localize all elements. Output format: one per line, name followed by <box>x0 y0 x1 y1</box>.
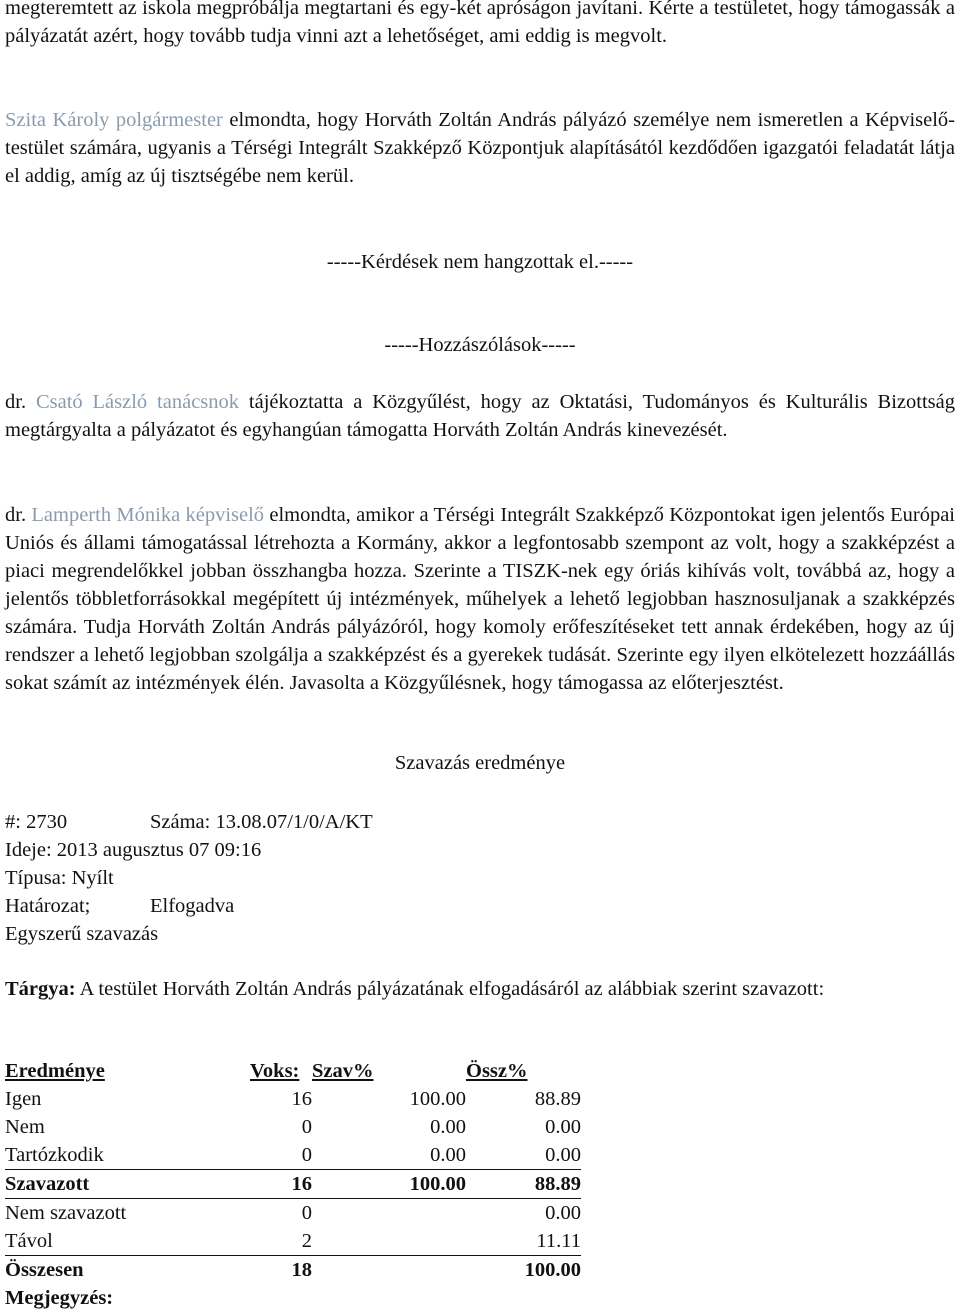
speaker-prefix: dr. <box>5 504 32 526</box>
row-label: Igen <box>5 1088 42 1110</box>
vote-mode: Egyszerű szavazás <box>5 923 159 945</box>
header-total-percent: Össz% <box>466 1060 528 1082</box>
header-vote-percent: Szav% <box>312 1060 374 1082</box>
vote-number: Száma: 13.08.07/1/0/A/KT <box>150 811 373 833</box>
remarks-label: Megjegyzés: <box>5 1287 114 1309</box>
heading-questions: -----Kérdések nem hangzottak el.----- <box>326 251 634 273</box>
paragraph-text: elmondta, hogy Horváth Zoltán András pályázó személye nem ismeretlen a Képviselő-testület számára, ugyanis a Térségi Integrált Szakképző Központjuk alapításától kezdődően igazgatói feladatát látja el addig, amíg az új tisztségébe nem kerül. <box>5 109 956 187</box>
row-votes: 0 <box>301 1116 312 1138</box>
row-vote-percent: 0.00 <box>430 1116 466 1138</box>
subject-label: Tárgya: <box>5 978 76 1000</box>
table-row <box>5 1113 581 1141</box>
table-row <box>5 1141 581 1170</box>
row-votes: 18 <box>291 1259 312 1281</box>
row-vote-percent: 100.00 <box>409 1088 466 1110</box>
header-result: Eredménye <box>5 1060 105 1082</box>
table-row <box>5 1227 581 1256</box>
vote-type: Típusa: Nyílt <box>5 867 114 889</box>
row-total-percent: 0.00 <box>466 1141 581 1170</box>
results-table <box>5 1057 581 1284</box>
heading-comments: -----Hozzászólások----- <box>384 334 576 356</box>
subject-text: A testület Horváth Zoltán András pályázatának elfogadásáról az alábbiak szerint szavazott: <box>75 978 825 1000</box>
row-total-percent: 0.00 <box>545 1116 581 1138</box>
speaker-name: Lamperth Mónika képviselő <box>31 504 265 526</box>
row-vote-percent <box>312 1199 466 1228</box>
row-vote-percent: 0.00 <box>312 1141 466 1170</box>
row-label: Tartózkodik <box>5 1141 250 1170</box>
row-vote-percent <box>312 1227 466 1256</box>
paragraph-mayor <box>5 106 955 190</box>
row-total-percent: 11.11 <box>466 1227 581 1256</box>
paragraph-lamperth <box>5 501 955 697</box>
results-header-row <box>5 1057 581 1085</box>
row-label: Összesen <box>5 1259 84 1281</box>
row-total-percent: 0.00 <box>545 1202 581 1224</box>
decision-label: Határozat; <box>5 895 91 917</box>
speaker-name: Szita Károly polgármester <box>5 109 223 131</box>
header-votes: Voks: <box>250 1060 300 1082</box>
row-label: Szavazott <box>5 1170 250 1199</box>
speaker-name: Csató László tanácsnok <box>35 391 240 413</box>
row-label: Nem szavazott <box>5 1202 127 1224</box>
table-row <box>5 1170 581 1199</box>
row-label: Távol <box>5 1227 250 1256</box>
paragraph-intro: megteremtett az iskola megpróbálja megtartani és egy-két apróságon javítani. Kérte a testületet, hogy támogassák a pályázatát azért, hogy tovább tudja vinni azt a lehetőséget, ami eddig is megvolt. <box>5 0 955 47</box>
row-votes: 0 <box>301 1202 312 1224</box>
row-votes: 16 <box>250 1170 312 1199</box>
vote-subject <box>5 975 955 1003</box>
paragraph-text: elmondta, amikor a Térségi Integrált Szakképző Központokat igen jelentős Európai Uniós és állami támogatással létrehozta a Kormány, akkor a legfontosabb szempont az volt, hogy a szakképzést a piaci megrendelőkkel jobban összhangba hozza. Szerinte a TISZK-nek egy óriás kihívás volt, továbbá az, hogy a jelentős többletforrásokkal megépített új intézmények, műhelyek a lehető legjobban hasznosuljanak a szakképzés számára. Tudja Horváth Zoltán András pályázóról, hogy komoly erőfeszítéseket tett annak érdekében, hogy az új rendszer a lehető legjobban szolgálja a szakképzést és a gyerekek tudását. Szerinte egy ilyen elkötelezett hozzáállás sokat számít az intézmények élén. Javasolta a Közgyűlésnek, hogy támogassa az előterjesztést. <box>5 504 955 694</box>
row-total-percent: 88.89 <box>534 1088 581 1110</box>
table-row <box>5 1199 581 1228</box>
row-total-percent: 100.00 <box>524 1259 581 1281</box>
row-label: Nem <box>5 1116 45 1138</box>
vote-id: #: 2730 <box>5 811 68 833</box>
decision-value: Elfogadva <box>150 895 235 917</box>
row-votes: 0 <box>250 1141 312 1170</box>
table-row <box>5 1085 581 1113</box>
row-vote-percent: 100.00 <box>312 1170 466 1199</box>
row-votes: 2 <box>250 1227 312 1256</box>
vote-time: Ideje: 2013 augusztus 07 09:16 <box>5 839 262 861</box>
row-votes: 16 <box>291 1088 312 1110</box>
vote-result-title: Szavazás eredménye <box>394 752 566 774</box>
table-row <box>5 1256 581 1285</box>
vote-metadata <box>5 808 955 948</box>
paragraph-text: tájékoztatta a Közgyűlést, hogy az Oktatási, Tudományos és Kulturális Bizottság megtárgyalta a pályázatot és egyhangúan támogatta Horváth Zoltán András kinevezését. <box>5 391 955 441</box>
paragraph-csato <box>5 388 955 444</box>
speaker-prefix: dr. <box>5 391 36 413</box>
row-vote-percent <box>312 1256 466 1285</box>
row-total-percent: 88.89 <box>466 1170 581 1199</box>
